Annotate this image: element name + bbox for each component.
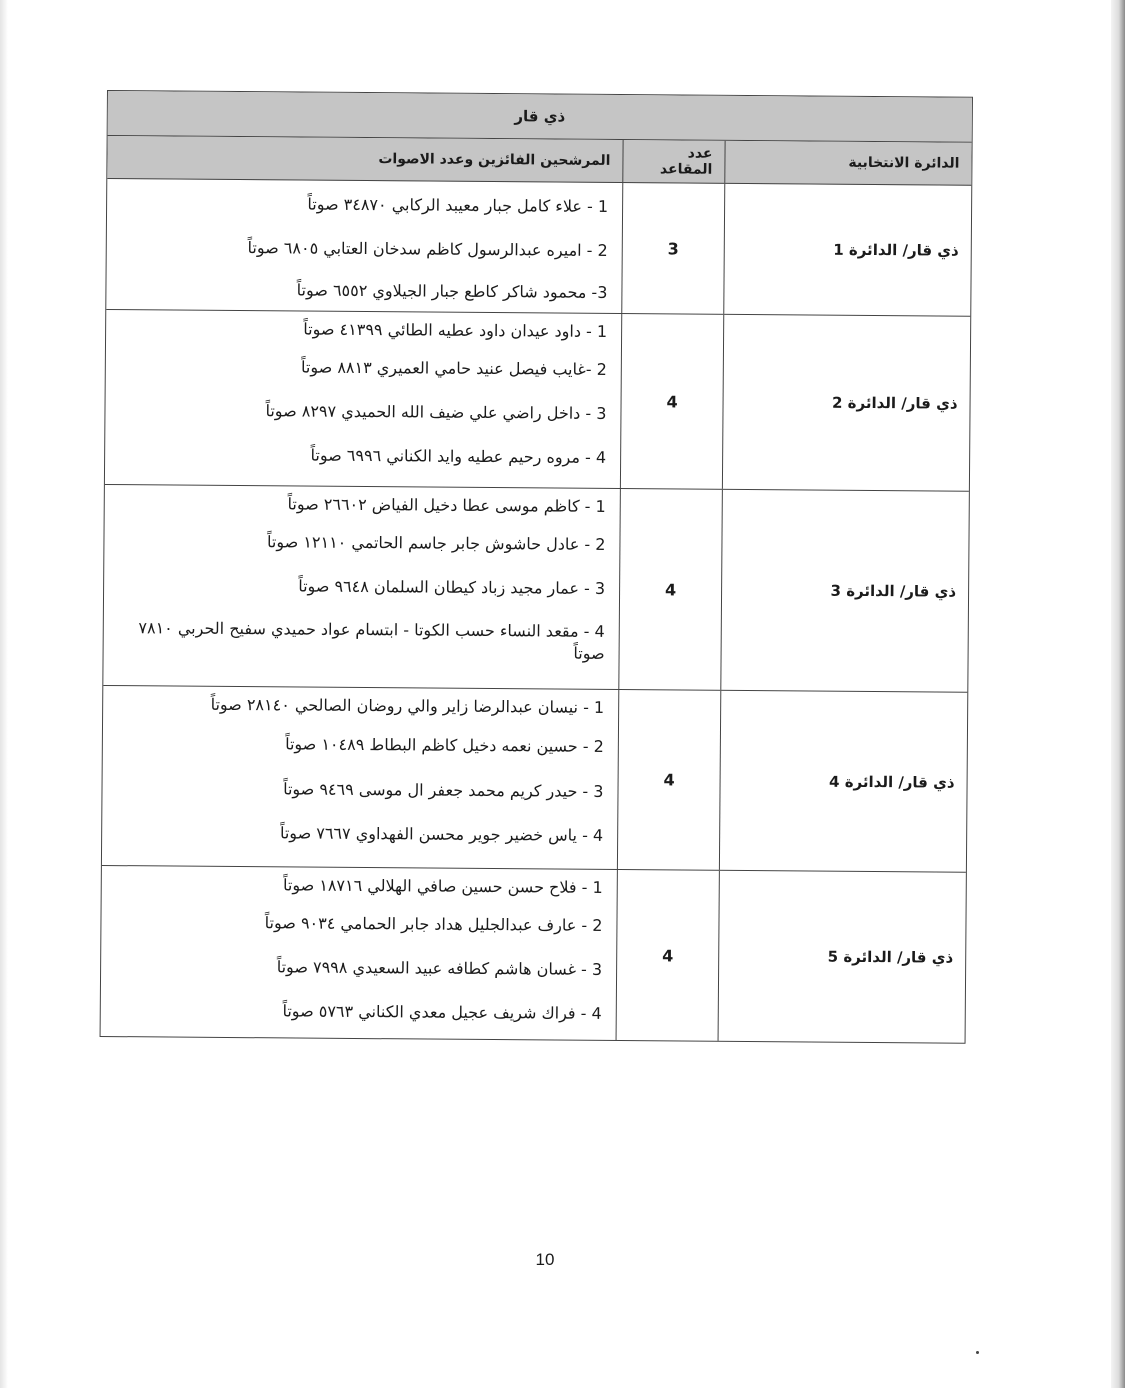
seats-cell: 4: [616, 870, 719, 1041]
district-cell: ذي قار/ الدائرة 1: [723, 184, 971, 316]
candidate-entry: 4 - ياس خضير جوير محسن الفهداوي ٧٦٦٧ صوتاً: [279, 823, 604, 845]
district-cell: ذي قار/ الدائرة 3: [720, 490, 969, 692]
candidate-entry: 1 - نيسان عبدالرضا زاير والي روضان الصالحي ٢٨١٤٠ صوتاً: [210, 694, 605, 717]
table-title: ذي قار: [108, 91, 972, 143]
district-cell: ذي قار/ الدائرة 4: [719, 691, 967, 872]
candidate-entry: 4 - فراك شريف عجيل معدي الكناني ٥٧٦٣ صوتاً: [282, 1001, 602, 1023]
table-row: [106, 179, 971, 317]
candidate-entry: 4 - مروه رحيم عطيه وايد الكناني ٦٩٩٦ صوتاً: [310, 445, 607, 467]
candidate-entry: 3- محمود شاكر كاطع جبار الجيلاوي ٦٥٥٢ صوتاً: [296, 280, 608, 302]
candidates-cell: [102, 686, 618, 869]
header-district: الدائرة الانتخابية: [724, 141, 971, 185]
page-number: 10: [535, 1250, 555, 1269]
candidate-entry: 4 - مقعد النساء حسب الكوتا - ابتسام عواد حميدي سفيح الحربي ٧٨١٠ صوتاً: [138, 618, 605, 663]
candidate-entry: 1 - علاء كامل جبار معيبد الركابي ٣٤٨٧٠ صوتاً: [307, 194, 609, 216]
candidate-entry: 2 - عادل حاشوش جابر جاسم الحاتمي ١٢١١٠ صوتاً: [267, 532, 606, 554]
table-row: [103, 485, 969, 693]
table-header-row: [107, 136, 971, 186]
scan-right-edge: [1111, 0, 1125, 1388]
seats-cell: 4: [617, 690, 720, 870]
candidate-entry: 1 - فلاح حسن حسين صافي الهلالي ١٨٧١٦ صوتاً: [282, 875, 603, 897]
district-cell: ذي قار/ الدائرة 2: [722, 315, 970, 491]
candidates-cell: [103, 485, 620, 689]
scan-speck: [976, 1351, 979, 1354]
header-candidates: المرشحين الفائزين وعدد الاصوات: [378, 151, 611, 169]
candidate-entry: 2 -غايب فيصل عنيد حامي العميري ٨٨١٣ صوتاً: [301, 357, 607, 379]
seats-cell: 4: [620, 314, 723, 489]
candidate-entry: 3 - حيدر كريم محمد جعفر ال موسى ٩٤٦٩ صوتاً: [283, 779, 604, 801]
header-seats: عدد المقاعد: [622, 140, 724, 183]
table-row: [102, 686, 967, 873]
candidate-entry: 1 - داود عيدان داود عطيه الطائي ٤١٣٩٩ صوتاً: [303, 319, 608, 341]
candidates-cell: [105, 310, 621, 488]
seats-cell: 4: [618, 489, 722, 690]
scan-left-edge: [0, 0, 8, 1388]
candidates-cell: [101, 866, 617, 1040]
table-row: [101, 866, 966, 1043]
candidate-entry: 2 - اميره عبدالرسول كاظم سدخان العتابي ٦٨٠٥ صوتاً: [247, 237, 608, 260]
results-table: [100, 90, 973, 1044]
table-row: [105, 310, 970, 492]
candidate-entry: 1 - كاظم موسى عطا دخيل الفياض ٢٦٦٠٢ صوتاً: [287, 494, 606, 516]
seats-cell: 3: [621, 183, 724, 314]
candidate-entry: 3 - عمار مجيد زباد كيطان السلمان ٩٦٤٨ صوتاً: [298, 576, 606, 598]
district-cell: ذي قار/ الدائرة 5: [718, 871, 966, 1043]
candidate-entry: 3 - غسان هاشم كطافه عبيد السعيدي ٧٩٩٨ صوتاً: [276, 957, 603, 979]
candidate-entry: 2 - حسين نعمه دخيل كاظم البطاط ١٠٤٨٩ صوتاً: [285, 734, 604, 756]
candidate-entry: 3 - داخل راضي علي ضيف الله الحميدي ٨٢٩٧ صوتاً: [265, 401, 607, 423]
candidates-cell: [106, 179, 622, 313]
candidate-entry: 2 - عارف عبدالجليل هداد جابر الحمامي ٩٠٣٤ صوتاً: [264, 913, 603, 935]
